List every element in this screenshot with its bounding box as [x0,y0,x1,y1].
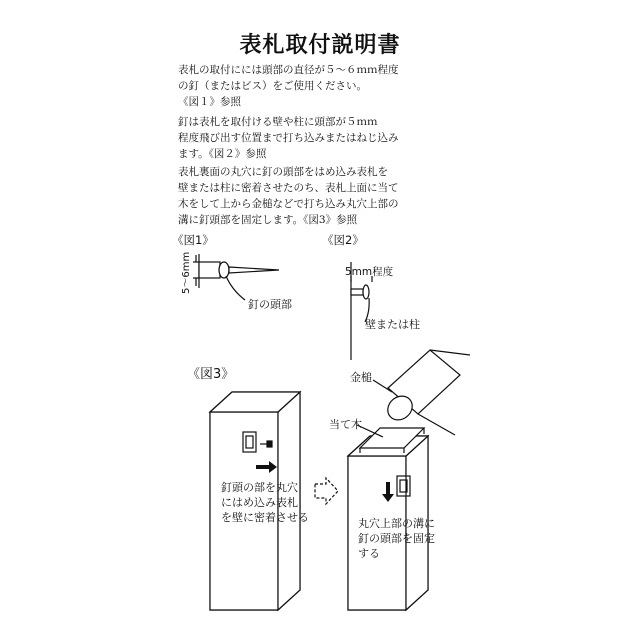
page-title: 表札取付説明書 [239,33,401,58]
figure-2-label: 《図2》 [322,233,364,247]
figure-1-nail-drawing [193,254,279,300]
figure-2-wall-label: 壁または柱 [365,318,420,331]
figure-3-step-arrow [315,478,338,504]
figure-3-left-caption: 釘頭の部を丸穴 にはめ込み表札 を壁に密着させる [221,481,309,524]
figure-3-wood-block-label: 当て木 [329,418,362,431]
hammer-drawing [383,350,470,435]
figure-3-right-caption: 丸穴上部の溝に 釘の頭部を固定 する [358,517,435,560]
figure-2-protrusion-label: 5mm程度 [345,266,394,278]
figure-3-hammer-label: 金槌 [350,371,372,384]
instruction-paragraph-3: 表札裏面の丸穴に釘の頭部をはめ込み表札を 壁または柱に密着させたのち、表札上面に当て 木をして上から金槌などで打ち込み丸穴上部の 溝に釘頭部を固定します。《図3》参照 [178,166,399,226]
figure-1-label: 《図1》 [172,233,214,247]
figure-1-dimension-label: 5～6mm [181,251,192,294]
figure-3-label: 《図3》 [187,367,235,382]
instruction-paragraph-1: 表札の取付にには頭部の直径が５～６ｍｍ程度 の釘（またはビス）をご使用ください。 《図１》参照 [178,64,399,108]
instruction-paragraph-2: 釘は表札を取付ける壁や柱に頭部が５ｍｍ 程度飛び出す位置まで打ち込みまたはねじ込み ます。《図２》参照 [178,116,399,160]
figure-1-nail-head-label: 釘の頭部 [248,298,292,311]
